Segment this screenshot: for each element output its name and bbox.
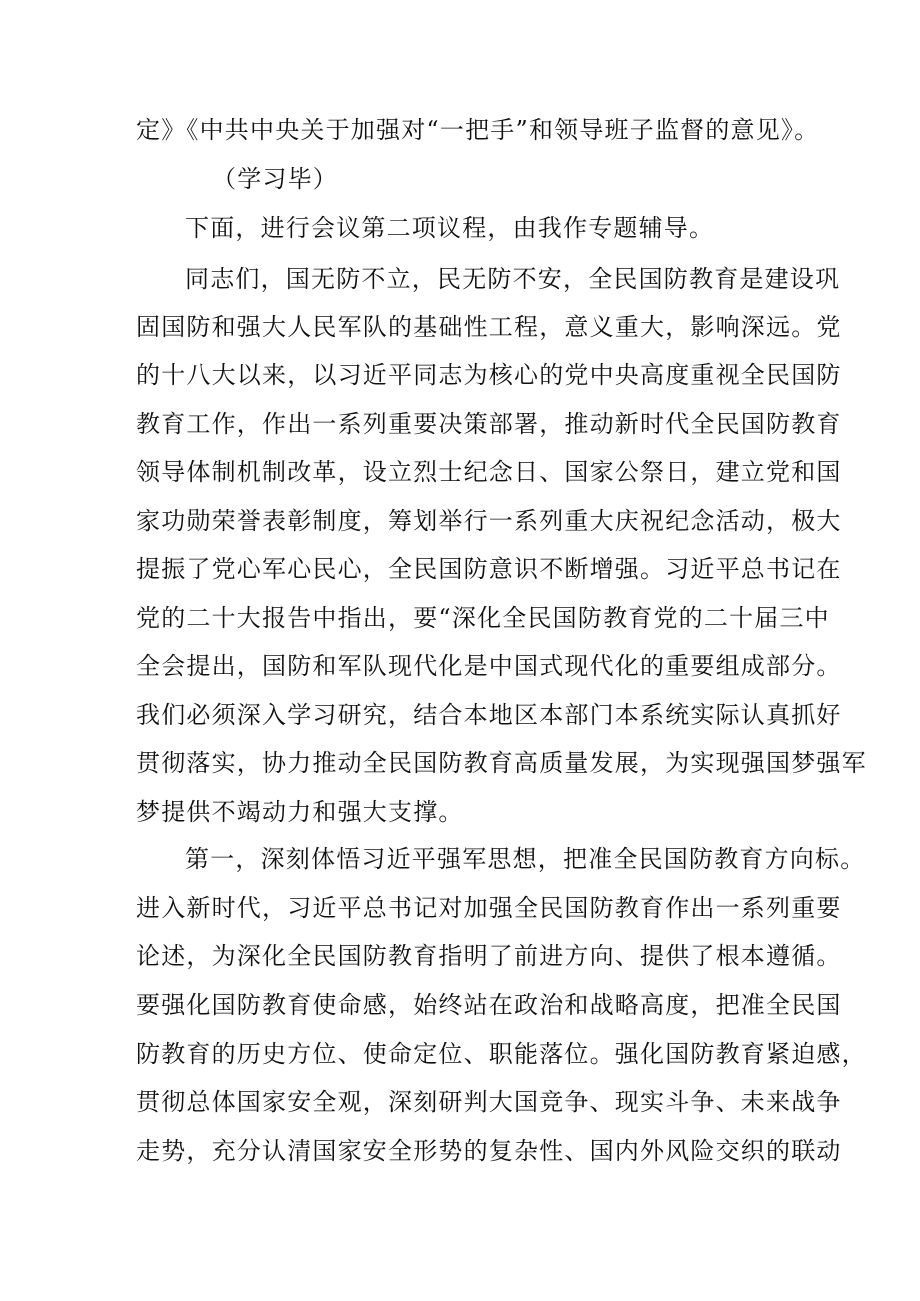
text-line-5: 固国防和强大人民军队的基础性工程，意义重大，影响深远。党 [136, 313, 842, 341]
text-line-14: 贯彻落实，协力推动全民国防教育高质量发展，为实现强国梦强军 [136, 749, 867, 777]
text-line-16: 第一，深刻体悟习近平强军思想，把准全民国防教育方向标。 [185, 845, 866, 873]
text-line-9: 家功勋荣誉表彰制度，筹划举行一系列重大庆祝纪念活动，极大 [136, 507, 842, 535]
text-line-13: 我们必须深入学习研究，结合本地区本部门本系统实际认真抓好 [136, 701, 842, 729]
text-line-20: 防教育的历史方位、使命定位、职能落位。强化国防教育紧迫感， [136, 1040, 867, 1068]
text-line-21: 贯彻总体国家安全观，深刻研判大国竞争、现实斗争、未来战争 [136, 1088, 842, 1116]
text-line-7: 教育工作，作出一系列重要决策部署，推动新时代全民国防教育 [136, 410, 842, 438]
text-line-10: 提振了党心军心民心，全民国防意识不断增强。习近平总书记在 [136, 555, 842, 583]
text-line-11: 党的二十大报告中指出，要“深化全民国防教育党的二十届三中 [136, 604, 830, 632]
text-line-3: 下面，进行会议第二项议程，由我作专题辅导。 [185, 214, 715, 242]
text-line-17: 进入新时代，习近平总书记对加强全民国防教育作出一系列重要 [136, 894, 842, 922]
text-line-8: 领导体制机制改革，设立烈士纪念日、国家公祭日，建立党和国 [136, 458, 842, 486]
text-line-12: 全会提出，国防和军队现代化是中国式现代化的重要组成部分。 [136, 652, 842, 680]
text-line-15: 梦提供不竭动力和强大支撑。 [136, 798, 464, 826]
text-line-22: 走势，充分认清国家安全形势的复杂性、国内外风险交织的联动 [136, 1137, 842, 1165]
text-line-4: 同志们，国无防不立，民无防不安，全民国防教育是建设巩 [185, 265, 841, 293]
text-line-2: （学习毕） [212, 165, 338, 193]
text-line-19: 要强化国防教育使命感，始终站在政治和战略高度，把准全民国 [136, 991, 842, 1019]
text-line-6: 的十八大以来，以习近平同志为核心的党中央高度重视全民国防 [136, 361, 842, 389]
text-line-18: 论述，为深化全民国防教育指明了前进方向、提供了根本遵循。 [136, 942, 842, 970]
text-line-1: 定》《中共中央关于加强对“一把手”和领导班子监督的意见》。 [136, 116, 820, 144]
